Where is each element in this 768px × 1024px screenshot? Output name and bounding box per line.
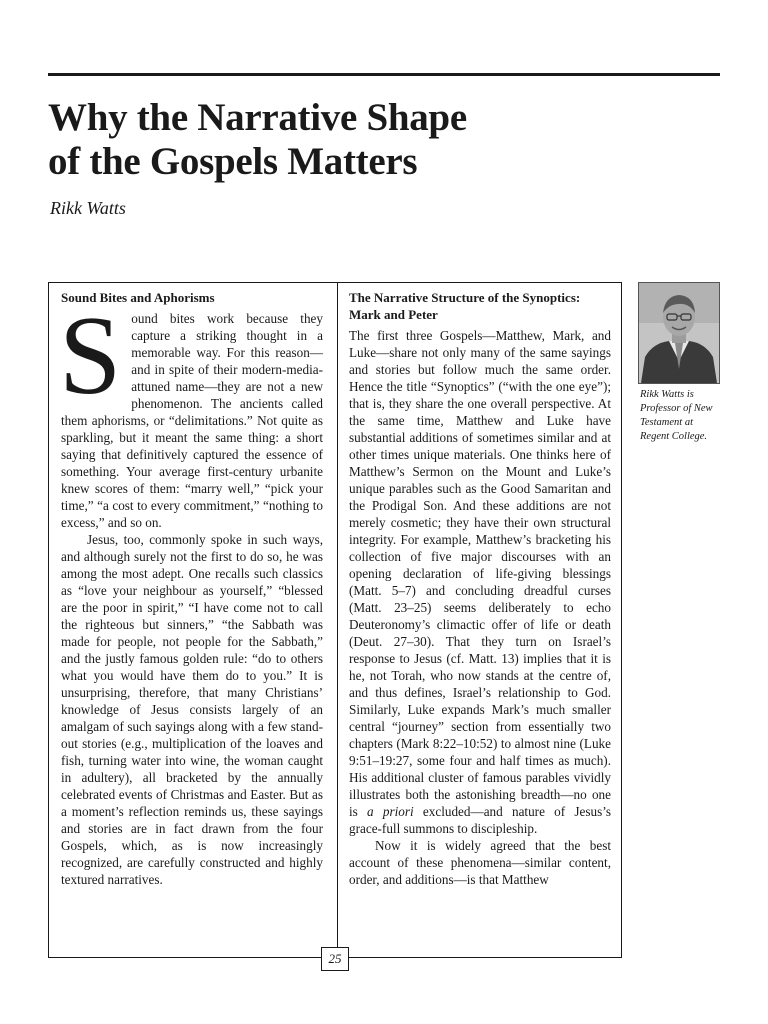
right-paragraph-1-italic: a priori xyxy=(367,804,414,819)
author-photo xyxy=(638,282,720,384)
page-number: 25 xyxy=(321,947,349,971)
top-rule xyxy=(48,73,720,76)
section-heading-sound-bites: Sound Bites and Aphorisms xyxy=(61,290,215,305)
left-paragraph-1-text: ound bites work because they capture a striking thought in a memorable way. For this reason—and in spite of their modern-media-attuned name—they are not a new phenomenon. The ancients called them aphorisms, or “delimitations.” Not quite as sparkling, but it meant the same thing: a short saying that definitively captured the essence of something. Your average first-century urbanite knew scores of them: “marry well,” “pick your time,” “a cost to every commitment,” “nothing to excess,” and so on. xyxy=(61,311,323,530)
drop-cap: S xyxy=(59,294,122,418)
author-portrait-icon xyxy=(639,283,719,383)
article-title xyxy=(48,96,648,184)
left-paragraph-2: Jesus, too, commonly spoke in such ways, and although surely not the first to do so, he was among the most adept. One recalls such classics as “love your neighbour as yourself,” “blessed are the poor in spirit,” “I have come not to call the righteous but sinners,” “the Sabbath was made for people, not people for the Sabbath,” and the justly famous golden rule: “do to others what you would have them do to you.” It is unsurprising, therefore, that many Christians’ knowledge of Jesus consists largely of an amalgam of such sayings along with a few stand-out stories (e.g., multiplication of the loaves and fish, turning water into wine, the woman caught in adultery), all bracketed by the annually celebrated events of Christmas and Easter. But as a moment’s reflection reminds us, these sayings and stories are in fact drawn from the four Gospels, which, as is now increasingly recognized, are carefully constructed and highly textured narratives. xyxy=(61,532,323,887)
right-paragraph-1-text-b: excluded—and nature of Jesus’s grace-full summons to discipleship. xyxy=(349,804,612,836)
right-paragraph-1-text-a: The first three Gospels—Matthew, Mark, and Luke—share not only many of the same sayings and stories but follow much the same order. Hence the title “Synoptics” (“with the one eye”); that is, they share the one overall perspective. At the same time, Matthew and Luke have substantial additions of sometimes similar and at other times unique materials. One thinks here of Matthew’s Sermon on the Mount and Luke’s unique parables such as the Good Samaritan and the Prodigal Son. And these additions are not merely cosmetic; they have their own structural integrity. For example, Matthew’s bracketing his collection of five major discourses with an opening declaration of life-giving blessings (Matt. 5–7) and concluding dreadful curses (Matt. 23–25) seems deliberately to echo Deuteronomy’s climactic offer of life or death (Deut. 27–30). That they turn on Israel’s response to Jesus (cf. Matt. 13) implies that it is he, not Torah, who now stands at the centre of, and thus defines, Israel’s relationship to God. Similarly, Luke expands Mark’s much smaller central “journey” section from essentially two chapters (Mark 8:22–10:52) to almost nine (Luke 9:51–19:27, some four and half times as much). His additional cluster of famous parables vividly illustrates both the astonishing breadth—no one is xyxy=(349,328,611,819)
title-line-2: of the Gospels Matters xyxy=(48,140,418,183)
title-line-1: Why the Narrative Shape xyxy=(48,96,467,139)
right-paragraph-1 xyxy=(349,327,611,837)
right-paragraph-2: Now it is widely agreed that the best account of these phenomena—similar content, order, and additions—is that Matthew xyxy=(349,838,611,887)
author-byline: Rikk Watts xyxy=(50,198,126,218)
section-heading-narrative-structure: The Narrative Structure of the Synoptics: Mark and Peter xyxy=(349,290,581,322)
column-divider xyxy=(337,282,338,958)
left-column xyxy=(61,289,323,888)
right-column xyxy=(349,289,611,888)
author-caption: Rikk Watts is Professor of New Testament at Regent College. xyxy=(640,389,713,442)
